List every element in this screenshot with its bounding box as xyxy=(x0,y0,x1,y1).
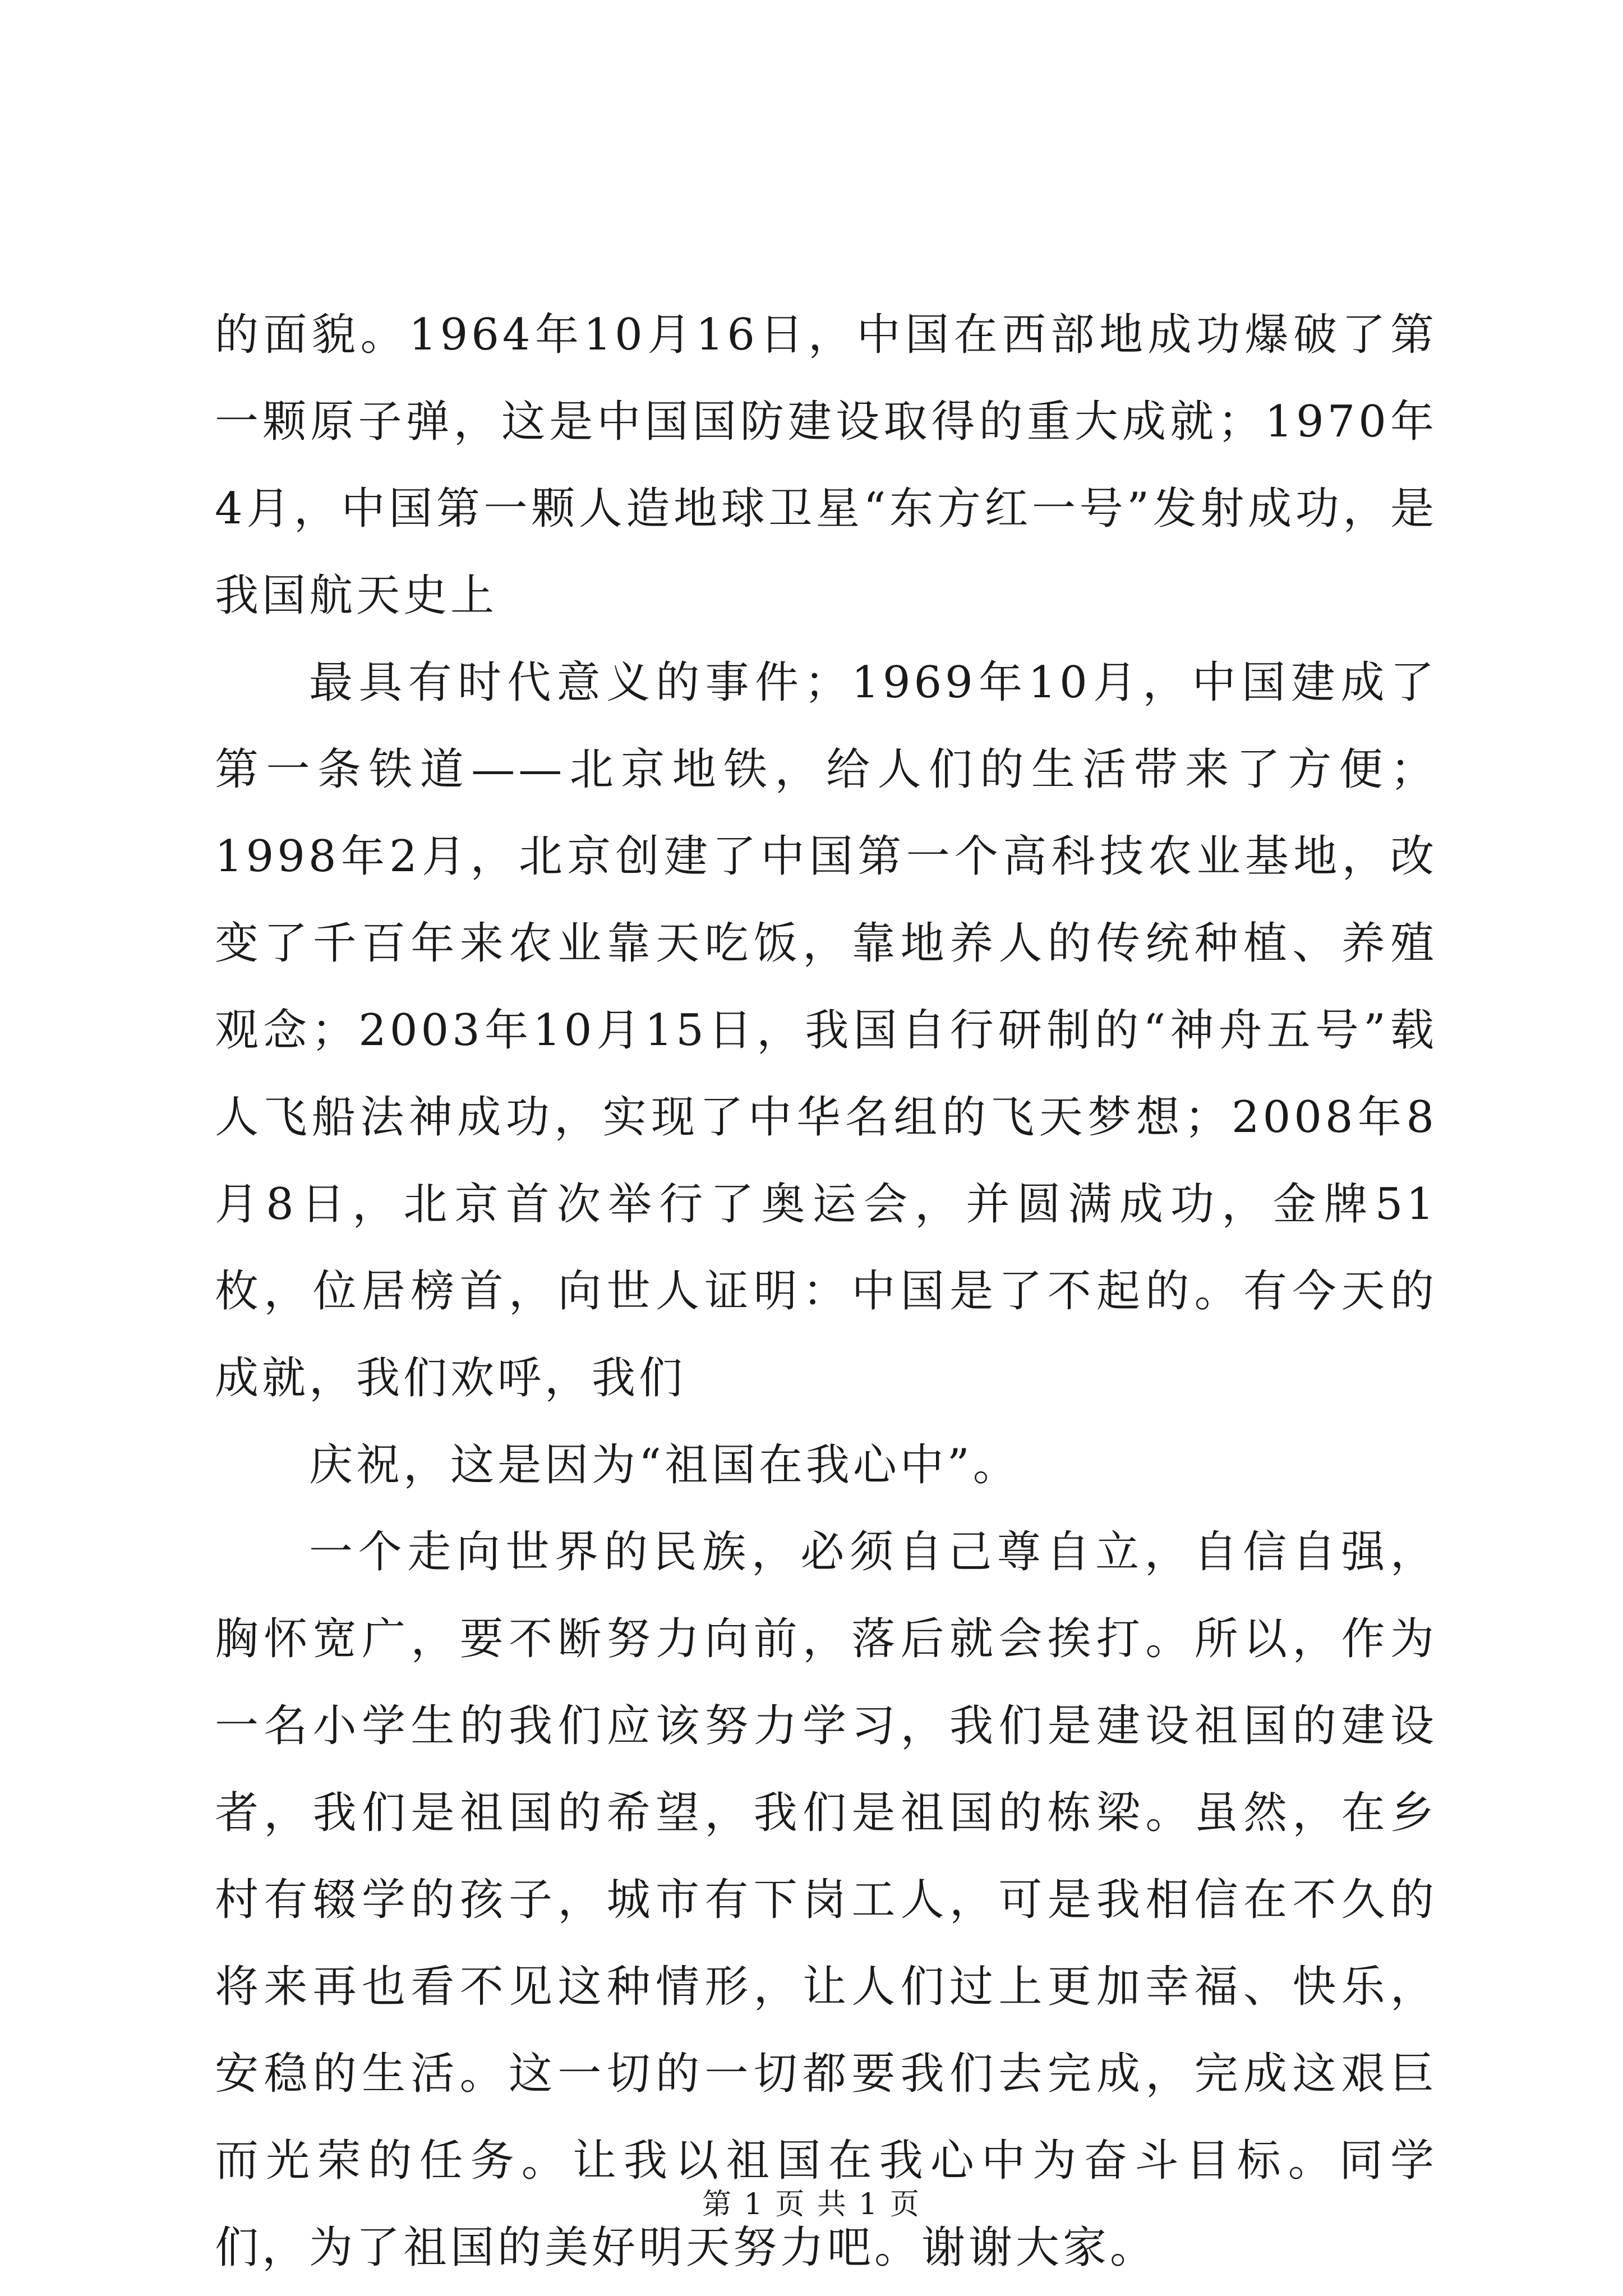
paragraph-1: 的面貌。1964年10月16日，中国在西部地成功爆破了第一颗原子弹，这是中国国防建设取得的重大成就；1970年4月，中国第一颗人造地球卫星“东方红一号”发射成功，是我国航天史上 xyxy=(215,310,1437,621)
page-number-footer: 第 1 页 共 1 页 xyxy=(702,2188,921,2221)
paragraph-4: 一个走向世界的民族，必须自己尊自立，自信自强，胸怀宽广，要不断努力向前，落后就会挨打。所以，作为一名小学生的我们应该努力学习，我们是建设祖国的建设者，我们是祖国的希望，我们是祖国的栋梁。虽然，在乡村有辍学的孩子，城市有下岗工人，可是我相信在不久的将来再也看不见这种情形，让人们过上更加幸福、快乐，安稳的生活。这一切的一切都要我们去完成，完成这艰巨而光荣的任务。让我以祖国在我心中为奋斗目标。同学们，为了祖国的美好明天努力吧。谢谢大家。 xyxy=(215,1527,1437,2273)
paragraph-3: 庆祝，这是因为“祖国在我心中”。 xyxy=(309,1440,1020,1490)
paragraph-2: 最具有时代意义的事件；1969年10月，中国建成了第一条铁道——北京地铁，给人们的生活带来了方便；1998年2月，北京创建了中国第一个高科技农业基地，改变了千百年来农业靠天吃饭，靠地养人的传统种植、养殖观念；2003年10月15日，我国自行研制的“神舟五号”载人飞船法神成功，实现了中华名组的飞天梦想；2008年8月8日，北京首次举行了奥运会，并圆满成功，金牌51枚，位居榜首，向世人证明：中国是了不起的。有今天的成就，我们欢呼，我们 xyxy=(215,657,1437,1404)
document-body xyxy=(215,292,1437,2292)
